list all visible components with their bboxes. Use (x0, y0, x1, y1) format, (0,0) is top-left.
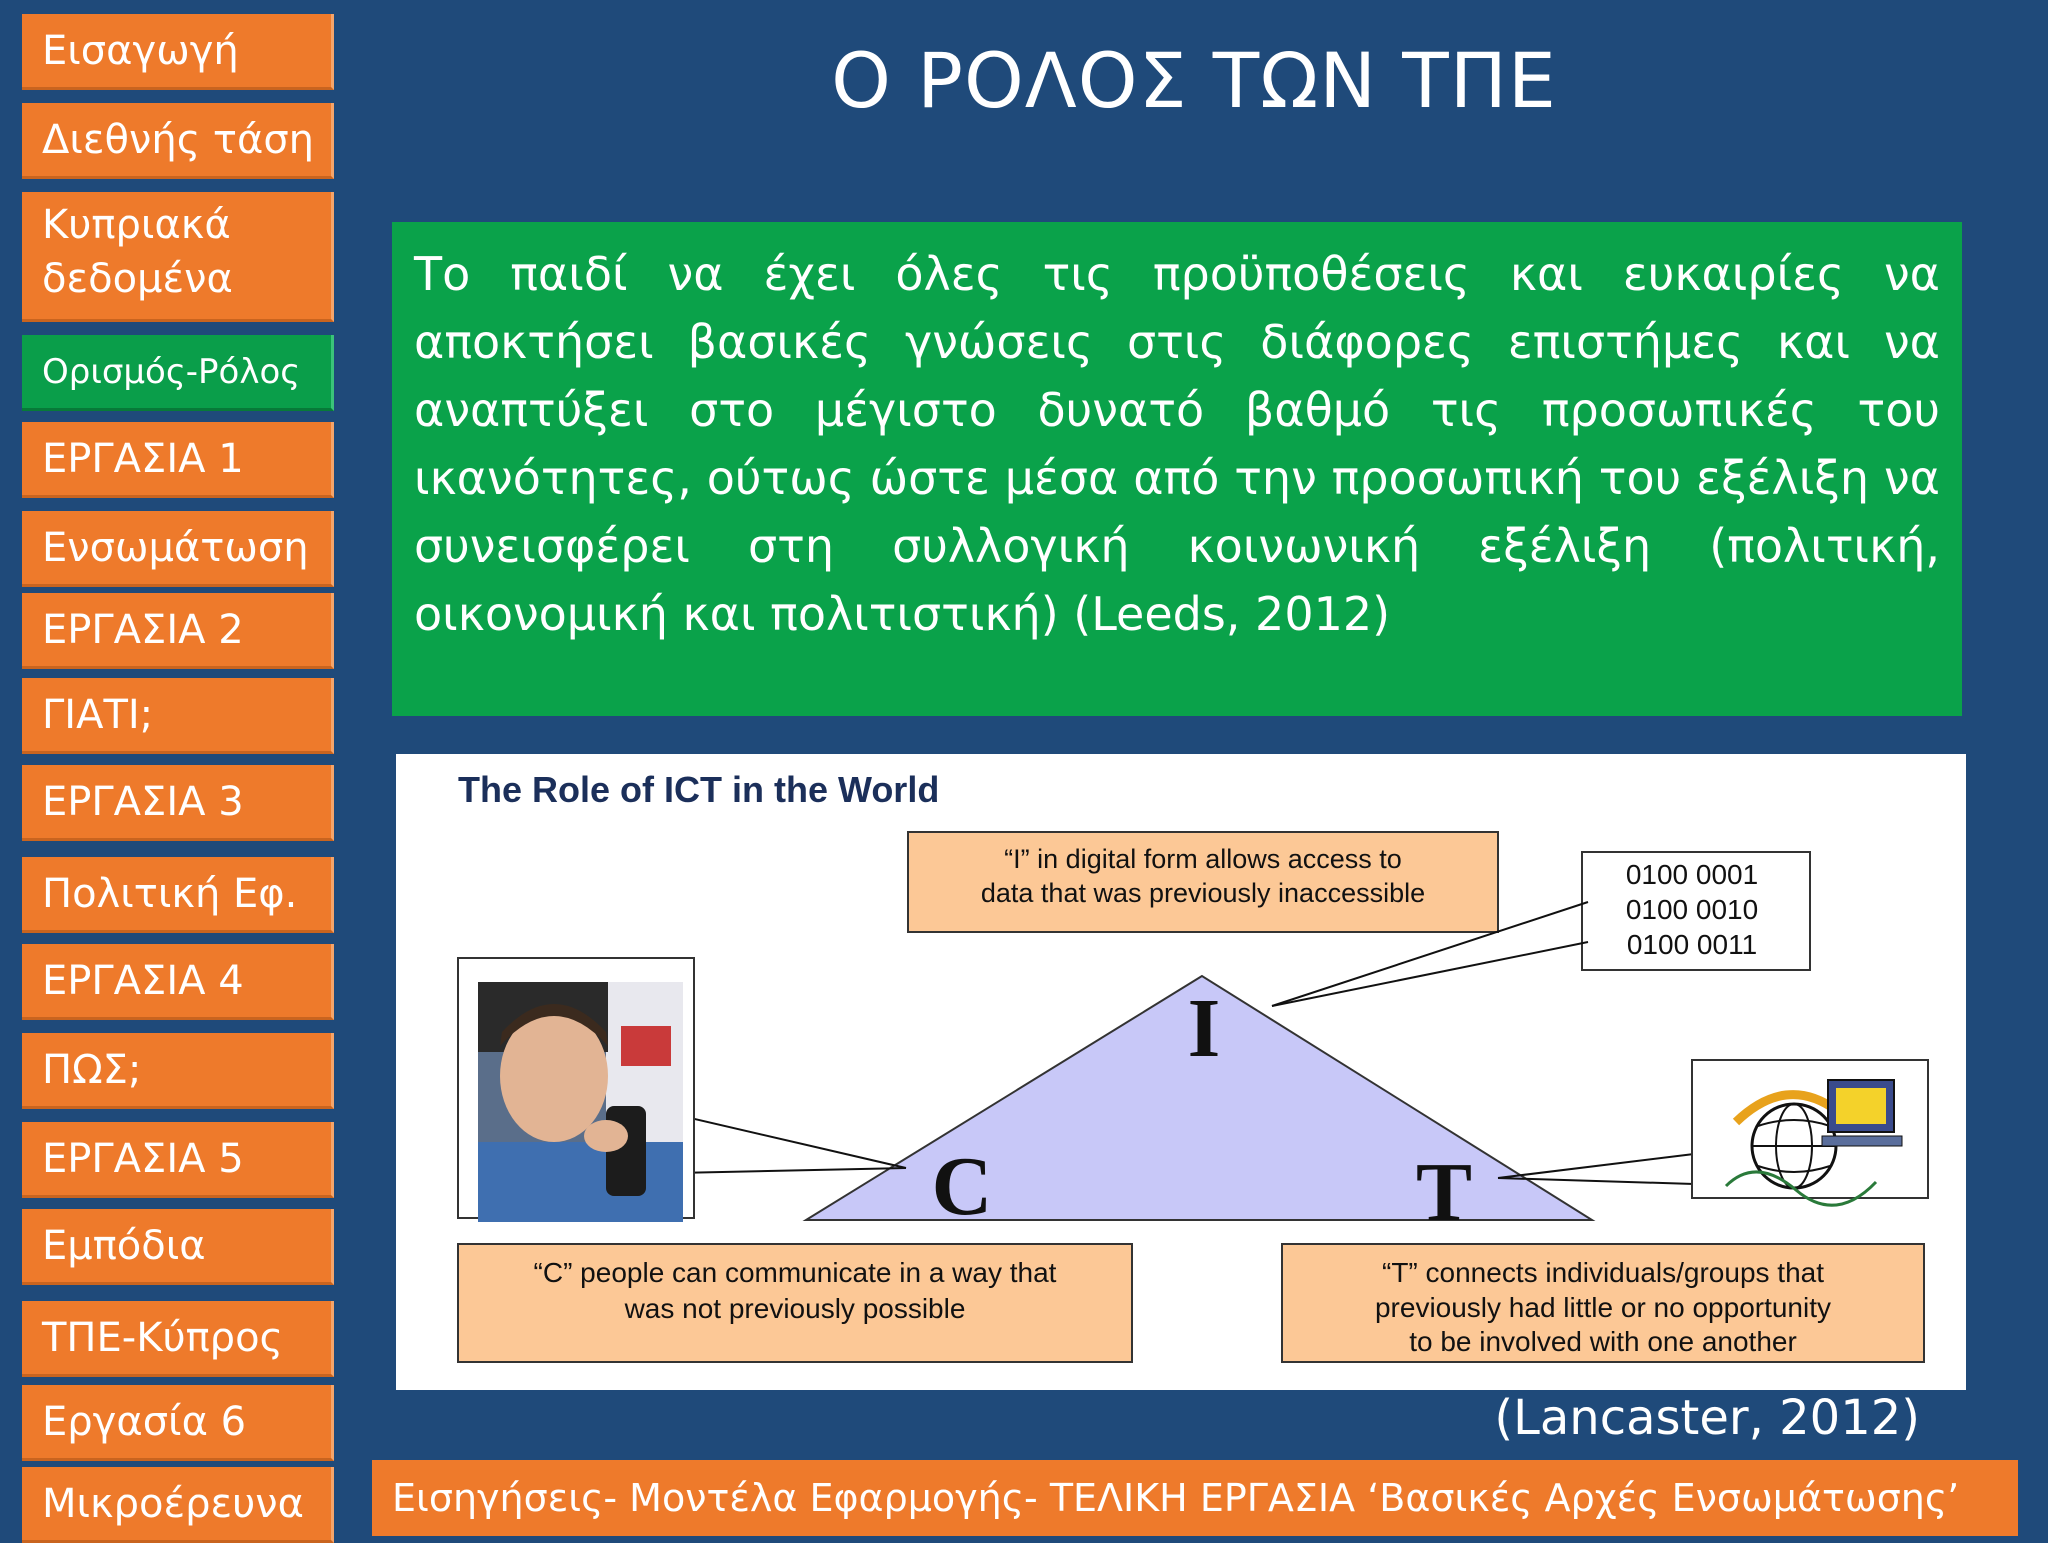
sidebar-item-label: ΠΩΣ; (42, 1046, 142, 1093)
sidebar-item-label: ΕΡΓΑΣΙΑ 2 (42, 606, 244, 653)
sidebar-item-tpe-kypros[interactable] (22, 1301, 334, 1377)
sidebar-item-ergasia-1[interactable] (22, 422, 334, 498)
quote-box (392, 222, 1962, 716)
sidebar-item-label: Διεθνής τάση (42, 116, 315, 163)
i-callout-line-2: data that was previously inaccessible (980, 878, 1426, 908)
sidebar-item-mikroerevna[interactable] (22, 1467, 334, 1543)
quote-text: Το παιδί να έχει όλες τις προϋποθέσεις και ευκαιρίες να αποκτήσει βασικές γνώσεις στις διάφορες επιστήμες και να αναπτύξει στο μέγιστο δυνατό βαθμό τις προσωπικές του ικανότητες, ούτως ώστε μέσα από την προσωπική του εξέλιξη να συνεισφέρει στη συλλογική κοινωνική εξέλιξη (πολιτική, οικονομική και πολιτιστική) (Leeds, 2012) (414, 247, 1940, 641)
ict-role-diagram (396, 754, 1966, 1390)
sidebar-item-label: Εισαγωγή (42, 27, 239, 74)
letter-c: C (931, 1140, 993, 1233)
t-callout-line-2: previously had little or no opportunity (1374, 1292, 1832, 1323)
connector-t-globe (1498, 1154, 1694, 1178)
sidebar-item-empodia[interactable] (22, 1209, 334, 1285)
sidebar-item-diethnis-tasi[interactable] (22, 103, 334, 179)
citation: (Lancaster, 2012) (1494, 1390, 1920, 1446)
binary-line-3: 0100 0011 (1626, 929, 1758, 960)
ict-role-figure (396, 754, 1966, 1390)
sidebar-item-label: ΕΡΓΑΣΙΑ 1 (42, 435, 244, 482)
i-callout-line-1: “I” in digital form allows access to (1004, 844, 1402, 874)
sidebar-item-label: Πολιτική Εφ. (42, 870, 298, 917)
sidebar-item-label: ΓΙΑΤΙ; (42, 691, 154, 738)
t-callout-line-3: to be involved with one another (1409, 1326, 1797, 1357)
binary-line-2: 0100 0010 (1625, 894, 1759, 925)
sidebar-item-ergasia-6[interactable] (22, 1385, 334, 1461)
sidebar-item-label: Ορισμός-Ρόλος (42, 351, 301, 392)
sidebar-item-ergasia-2[interactable] (22, 593, 334, 669)
sidebar-item-label: Ενσωμάτωση (42, 524, 309, 571)
sidebar-item-label: Εμπόδια (42, 1222, 206, 1269)
sidebar-item-ergasia-3[interactable] (22, 765, 334, 841)
sidebar-item-label: ΕΡΓΑΣΙΑ 3 (42, 778, 244, 825)
letter-i: I (1187, 982, 1221, 1075)
sidebar-item-giati[interactable] (22, 678, 334, 754)
letter-t: T (1415, 1146, 1473, 1239)
sidebar-item-ergasia-5[interactable] (22, 1122, 334, 1198)
connector-i-binary-2 (1272, 942, 1588, 1006)
sidebar-item-orismos-rolos[interactable] (22, 335, 334, 411)
paramedic-photo (478, 982, 686, 1222)
sidebar-item-eisagogi[interactable] (22, 14, 334, 90)
figure-heading: The Role of ICT in the World (458, 769, 940, 810)
sidebar-item-label: Μικροέρευνα (42, 1480, 304, 1527)
sidebar-item-label: Κυπριακά δεδομένα (42, 202, 233, 302)
binary-line-1: 0100 0001 (1625, 859, 1759, 890)
sidebar-item-ergasia-4[interactable] (22, 944, 334, 1020)
sidebar-item-pos[interactable] (22, 1033, 334, 1109)
sidebar-item-ensomatosi[interactable] (22, 511, 334, 587)
footer-bar: Εισηγήσεις- Μοντέλα Εφαρμογής- ΤΕΛΙΚΗ ΕΡΓΑΣΙΑ ‘Βασικές Αρχές Ενσωμάτωσης’ (372, 1460, 2018, 1536)
sidebar-item-kypriaka-dedomena[interactable] (22, 192, 334, 322)
c-callout-line-1: “C” people can communicate in a way that (533, 1257, 1057, 1288)
page-title: Ο ΡΟΛΟΣ ΤΩΝ ΤΠΕ (831, 36, 1557, 125)
sidebar-item-politiki-ef[interactable] (22, 857, 334, 933)
sidebar-item-label: Εργασία 6 (42, 1398, 247, 1445)
sidebar-item-label: ΤΠΕ-Κύπρος (42, 1314, 284, 1361)
c-callout-line-2: was not previously possible (624, 1293, 966, 1324)
t-callout-line-1: “T” connects individuals/groups that (1382, 1257, 1824, 1288)
sidebar-item-label: ΕΡΓΑΣΙΑ 5 (42, 1135, 244, 1182)
sidebar-item-label: ΕΡΓΑΣΙΑ 4 (42, 957, 244, 1004)
